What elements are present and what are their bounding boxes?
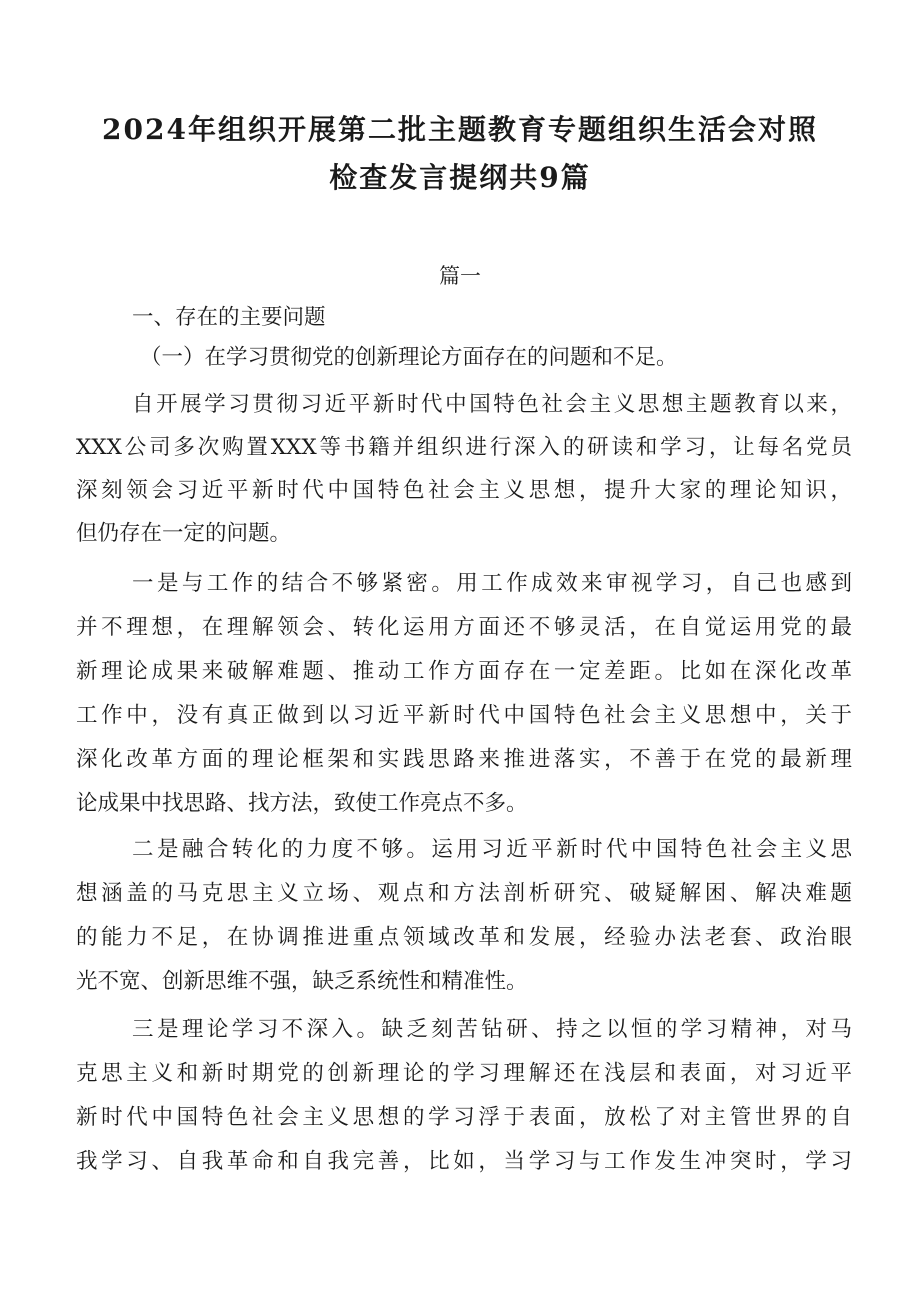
paragraph-2-line-2: 并不理想，在理解领会、转化运用方面还不够灵活，在自觉运用党的最 [76,615,852,640]
paragraph-2-line-6: 论成果中找思路、找方法，致使工作亮点不多。 [76,791,528,816]
paragraph-4-line-2: 克思主义和新时期党的创新理论的学习理解还在浅层和表面，对习近平 [76,1061,852,1086]
paragraph-2-line-1: 一是与工作的结合不够紧密。用工作成效来审视学习，自己也感到 [132,571,852,596]
paragraph-3-line-3: 的能力不足，在协调推进重点领域改革和发展，经验办法老套、政治眼 [76,925,852,950]
paragraph-3-line-2: 想涵盖的马克思主义立场、观点和方法剖析研究、破疑解困、解决难题 [76,881,852,906]
section-label: 篇一 [439,264,481,288]
paragraph-4-line-3: 新时代中国特色社会主义思想的学习浮于表面，放松了对主管世界的自 [76,1105,852,1130]
paragraph-1-line-1: 自开展学习贯彻习近平新时代中国特色社会主义思想主题教育以来， [132,392,852,417]
paragraph-2-line-3: 新理论成果来破解难题、推动工作方面存在一定差距。比如在深化改革 [76,659,852,684]
paragraph-2-line-4: 工作中，没有真正做到以习近平新时代中国特色社会主义思想中，关于 [76,703,852,728]
paragraph-1-line-2: XXX公司多次购置XXX等书籍并组织进行深入的研读和学习，让每名党员 [76,435,852,460]
paragraph-2-line-5: 深化改革方面的理论框架和实践思路来推进落实，不善于在党的最新理 [76,747,852,772]
paragraph-3-line-1: 二是融合转化的力度不够。运用习近平新时代中国特色社会主义思 [132,837,852,862]
heading-level-2: （一）在学习贯彻党的创新理论方面存在的问题和不足。 [140,345,678,370]
paragraph-4-line-4: 我学习、自我革命和自我完善，比如，当学习与工作发生冲突时，学习 [76,1149,852,1174]
paragraph-1-line-4: 但仍存在一定的问题。 [76,521,292,546]
paragraph-4-line-1: 三是理论学习不深入。缺乏刻苦钻研、持之以恒的学习精神，对马 [132,1017,852,1042]
paragraph-1-line-3: 深刻领会习近平新时代中国特色社会主义思想，提升大家的理论知识， [76,478,852,503]
heading-level-1: 一、存在的主要问题 [132,305,326,330]
paragraph-3-line-4: 光不宽、创新思维不强，缺乏系统性和精准性。 [76,969,528,994]
document-title-line-1: 2024年组织开展第二批主题教育专题组织生活会对照 [102,113,818,146]
document-title-line-2: 检查发言提纲共9篇 [329,161,591,194]
